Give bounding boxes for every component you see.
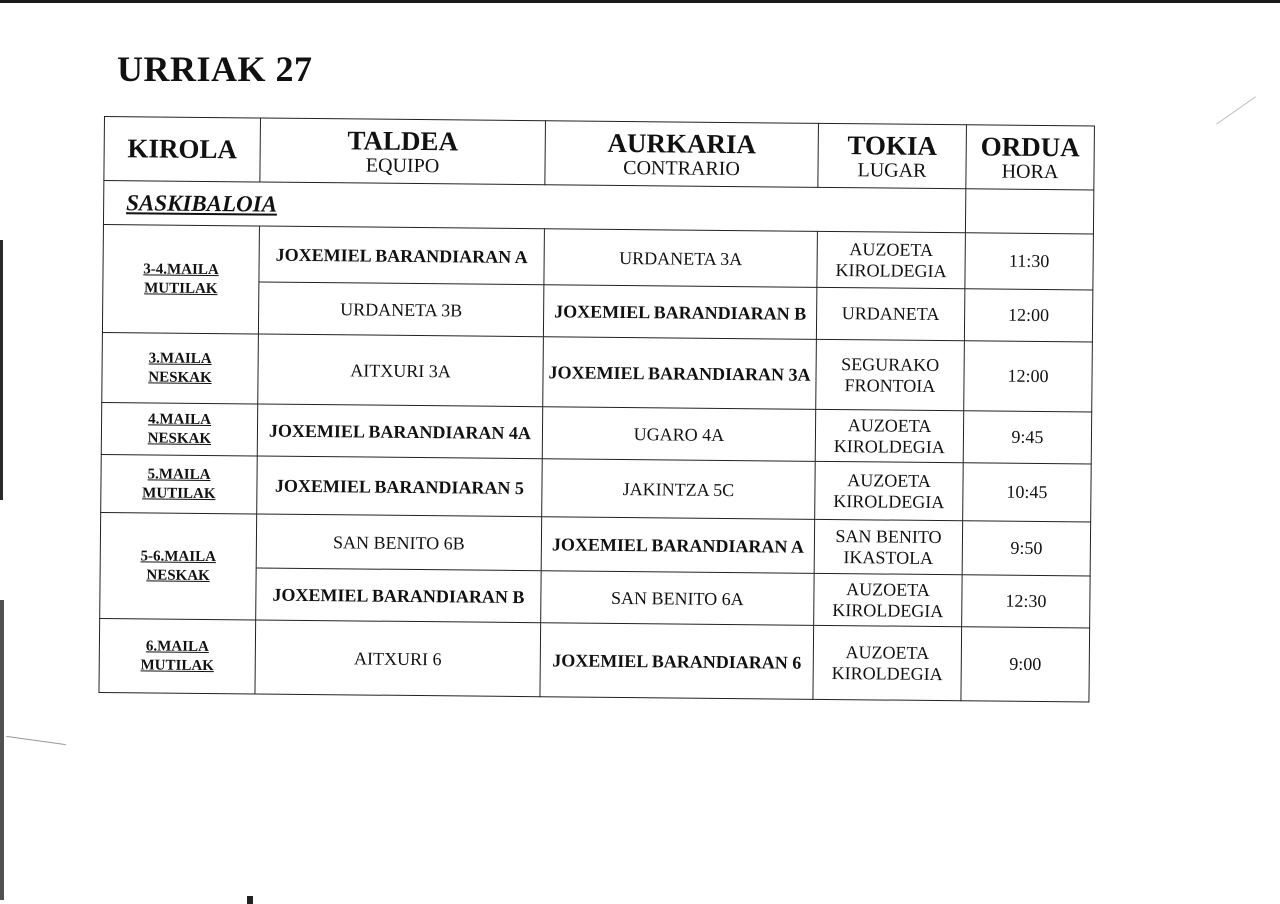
- time-cell: [963, 463, 1092, 522]
- place-line: KIROLDEGIA: [833, 490, 945, 512]
- scan-mark: [247, 896, 253, 904]
- place-line: URDANETA: [841, 303, 940, 325]
- match-time: 9:50: [1010, 537, 1043, 559]
- category-label: 5.MAILA: [147, 465, 211, 483]
- place-line: SAN BENITO: [835, 525, 942, 547]
- time-cell: [962, 575, 1090, 628]
- category-cell: [101, 454, 258, 513]
- scan-speck: [1216, 96, 1256, 124]
- match-row: [101, 402, 1091, 464]
- header-aurkaria: AURKARIA CONTRARIO: [545, 121, 819, 188]
- category-label: MUTILAK: [142, 484, 216, 502]
- match-row: [99, 618, 1090, 701]
- category-label: 4.MAILA: [148, 410, 212, 428]
- category-label: NESKAK: [148, 368, 212, 386]
- category-cell: [101, 402, 257, 455]
- match-time: 9:00: [1009, 653, 1042, 675]
- place-cell: [814, 519, 963, 574]
- header-ordua: ORDUA HORA: [966, 125, 1095, 190]
- category-label: 6.MAILA: [145, 637, 209, 655]
- header-row: [104, 117, 1095, 191]
- team-name: AITXURI 6: [353, 647, 442, 669]
- place-cell: [815, 409, 963, 462]
- team-name: URDANETA 3B: [340, 298, 463, 320]
- team-cell: [258, 334, 544, 407]
- team-name: SAN BENITO 6B: [332, 531, 465, 553]
- team-cell: [255, 620, 541, 697]
- opponent-name: JAKINTZA 5C: [622, 478, 735, 500]
- sport-label: SASKIBALOIA: [126, 189, 278, 217]
- place-line: AUZOETA: [845, 641, 930, 663]
- team-cell: [257, 404, 542, 459]
- team-cell: [256, 568, 541, 623]
- opponent-name: URDANETA 3A: [619, 247, 743, 269]
- category-cell: [100, 512, 257, 619]
- category-cell: [102, 224, 259, 333]
- match-time: 10:45: [1006, 481, 1048, 503]
- header-taldea: TALDEA EQUIPO: [260, 118, 546, 185]
- place-cell: [813, 625, 962, 700]
- schedule-body: [99, 181, 1094, 702]
- category-label: 3.MAILA: [148, 349, 212, 367]
- team-cell: [256, 514, 542, 571]
- schedule-table: [98, 116, 1094, 702]
- place-cell: [814, 573, 962, 626]
- match-time: 12:00: [1008, 304, 1050, 326]
- place-line: FRONTOIA: [844, 374, 936, 396]
- match-row: [102, 332, 1093, 411]
- category-label: MUTILAK: [140, 656, 214, 674]
- header-kirola: KIROLA: [104, 117, 261, 182]
- category-label: NESKAK: [146, 566, 210, 584]
- match-time: 12:00: [1007, 365, 1049, 387]
- category-label: 5-6.MAILA: [140, 547, 217, 565]
- time-cell: [961, 627, 1090, 702]
- opponent-name: JOXEMIEL BARANDIARAN B: [554, 300, 807, 324]
- category-cell: [99, 618, 256, 693]
- scan-edge-left: [0, 240, 3, 500]
- team-name: JOXEMIEL BARANDIARAN B: [272, 584, 525, 607]
- place-cell: [816, 339, 965, 410]
- time-cell: [964, 289, 1092, 342]
- match-time: 12:30: [1005, 590, 1047, 612]
- place-line: IKASTOLA: [843, 546, 934, 568]
- place-line: AUZOETA: [849, 238, 934, 260]
- opponent-cell: [544, 229, 818, 288]
- opponent-name: SAN BENITO 6A: [610, 587, 744, 609]
- time-cell: [964, 341, 1093, 412]
- opponent-name: JOXEMIEL BARANDIARAN A: [551, 533, 805, 557]
- opponent-cell: [543, 337, 817, 410]
- opponent-cell: [541, 571, 814, 626]
- team-name: JOXEMIEL BARANDIARAN A: [275, 244, 528, 267]
- team-cell: [257, 456, 543, 517]
- team-cell: [258, 282, 543, 337]
- team-name: AITXURI 3A: [350, 359, 451, 381]
- opponent-cell: [542, 407, 815, 462]
- match-time: 11:30: [1008, 250, 1050, 272]
- opponent-name: JOXEMIEL BARANDIARAN 6: [552, 649, 802, 673]
- scan-streak: [6, 736, 66, 745]
- place-line: KIROLDEGIA: [831, 662, 943, 684]
- match-row: [103, 224, 1093, 290]
- scan-edge-top: [0, 0, 1280, 3]
- place-line: KIROLDEGIA: [832, 599, 944, 621]
- opponent-name: UGARO 4A: [633, 423, 725, 445]
- place-line: AUZOETA: [847, 414, 932, 436]
- category-label: 3-4.MAILA: [143, 260, 219, 278]
- opponent-cell: [542, 459, 816, 520]
- header-tokia: TOKIA LUGAR: [818, 123, 967, 188]
- category-label: NESKAK: [147, 429, 212, 447]
- time-cell: [965, 233, 1094, 290]
- place-line: KIROLDEGIA: [835, 259, 947, 281]
- sport-row-empty: [965, 189, 1093, 234]
- opponent-cell: [541, 517, 815, 574]
- time-cell: [963, 411, 1091, 464]
- opponent-cell: [540, 623, 814, 700]
- place-cell: [815, 461, 964, 520]
- place-cell: [816, 287, 964, 340]
- match-row: [101, 454, 1092, 522]
- match-time: 9:45: [1011, 426, 1044, 448]
- category-label: MUTILAK: [144, 279, 218, 297]
- time-cell: [962, 521, 1091, 576]
- place-line: AUZOETA: [846, 578, 930, 600]
- page-title: URRIAK 27: [117, 49, 313, 89]
- place-line: AUZOETA: [847, 469, 931, 491]
- place-line: KIROLDEGIA: [833, 435, 945, 457]
- opponent-cell: [543, 285, 816, 340]
- team-cell: [259, 226, 545, 285]
- category-cell: [102, 332, 259, 403]
- team-name: JOXEMIEL BARANDIARAN 4A: [268, 420, 532, 443]
- scan-edge-left-lower: [0, 600, 4, 900]
- match-row: [100, 512, 1090, 576]
- opponent-name: JOXEMIEL BARANDIARAN 3A: [548, 361, 811, 385]
- place-line: SEGURAKO: [841, 353, 940, 375]
- team-name: JOXEMIEL BARANDIARAN 5: [274, 475, 525, 498]
- place-cell: [817, 231, 966, 288]
